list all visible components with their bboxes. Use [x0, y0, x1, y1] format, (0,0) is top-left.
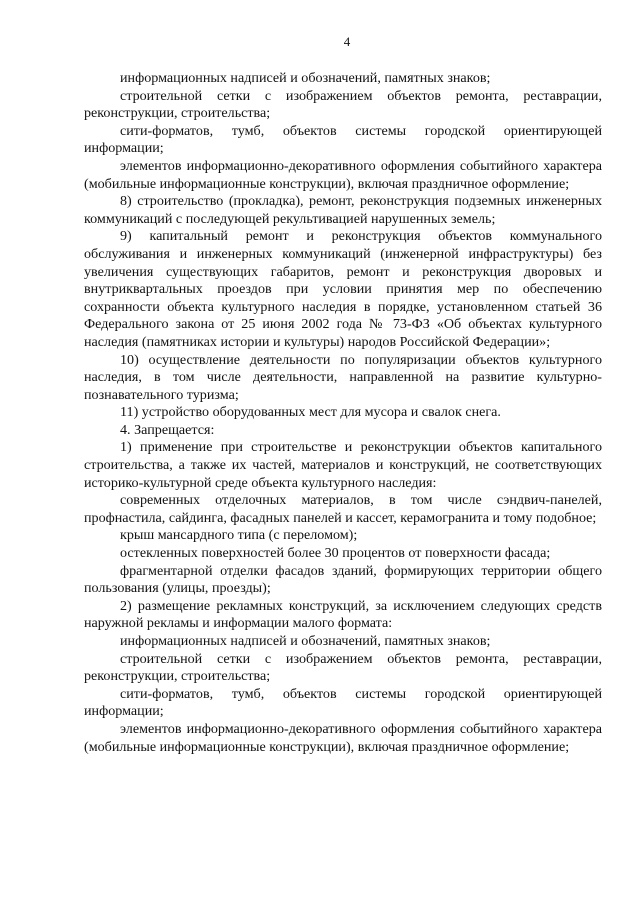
paragraph: фрагментарной отделки фасадов зданий, формирующих территории общего пользования (улицы, проезды); — [84, 562, 602, 597]
paragraph: строительной сетки с изображением объектов ремонта, реставрации, реконструкции, строительства; — [84, 650, 602, 685]
paragraph: 4. Запрещается: — [120, 421, 215, 438]
paragraph: современных отделочных материалов, в том числе сэндвич-панелей, профнастила, сайдинга, фасадных панелей и кассет, керамогранита и тому подобное; — [84, 492, 602, 526]
paragraph: сити-форматов, тумб, объектов системы городской ориентирующей информации; — [84, 122, 602, 157]
paragraph: остекленных поверхностей более 30 процентов от поверхности фасада; — [120, 545, 551, 562]
paragraph: информационных надписей и обозначений, памятных знаков; — [120, 70, 491, 86]
paragraph: информационных надписей и обозначений, памятных знаков; — [120, 633, 491, 649]
paragraph: крыш мансардного типа (с переломом); — [120, 527, 358, 544]
paragraph: элементов информационно-декоративного оформления событийного характера (мобильные информационные конструкции), включая праздничное оформление; — [84, 157, 602, 192]
paragraph: 11) устройство оборудованных мест для мусора и свалок снега. — [120, 404, 501, 421]
page-number: 4 — [343, 34, 351, 49]
document-body — [84, 70, 602, 756]
paragraph: 1) применение при строительстве и реконструкции объектов капитального строительства, а также их частей, материалов и конструкций, не соответствующих историко-культурной среде объекта культурного наследия: — [84, 439, 602, 491]
paragraph: 8) строительство (прокладка), ремонт, реконструкция подземных инженерных коммуникаций с последующей рекультивацией нарушенных земель; — [84, 193, 602, 227]
paragraph: 10) осуществление деятельности по популяризации объектов культурного наследия, в том числе деятельности, направленной на развитие культурно-познавательного туризма; — [84, 351, 602, 403]
paragraph: 9) капитальный ремонт и реконструкция объектов коммунального обслуживания и инженерных коммуникаций (инженерной инфраструктуры) без увеличения существующих габаритов, ремонт и реконструкция дворовых и внутриквартальных проездов при условии принятия мер по обеспечению сохранности объекта культурного наследия в порядке, установленном статьей 36 Федерального закона от 25 июня 2002 года № 73-ФЗ «Об объектах культурного наследия (памятниках истории и культуры) народов Российской Федерации»; — [84, 228, 602, 350]
paragraph: строительной сетки с изображением объектов ремонта, реставрации, реконструкции, строительства; — [84, 87, 602, 122]
paragraph: элементов информационно-декоративного оформления событийного характера (мобильные информационные конструкции), включая праздничное оформление; — [84, 720, 602, 755]
paragraph: 2) размещение рекламных конструкций, за исключением следующих средств наружной рекламы и информации малого формата: — [84, 597, 602, 632]
paragraph: сити-форматов, тумб, объектов системы городской ориентирующей информации; — [84, 685, 602, 720]
